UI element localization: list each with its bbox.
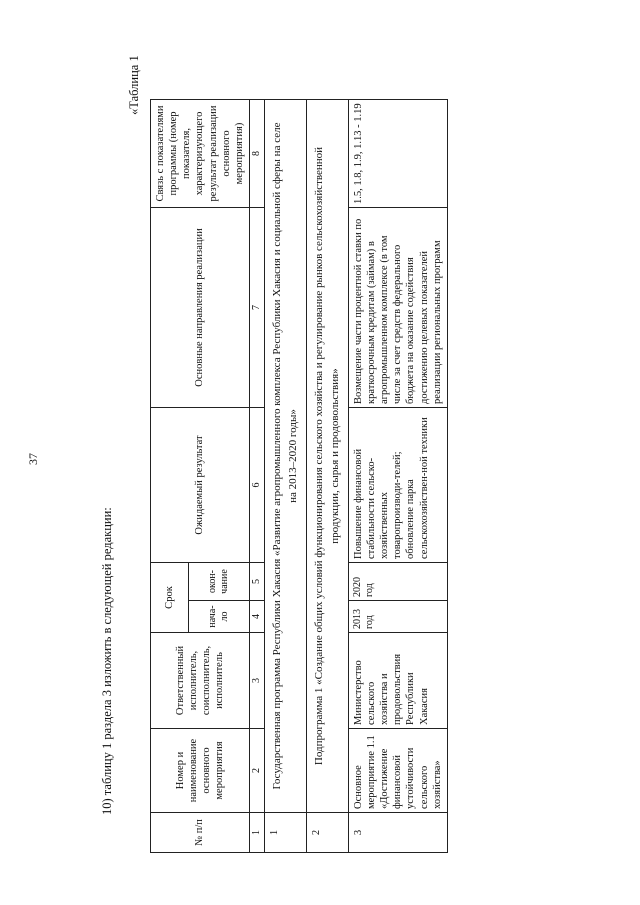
row-responsible: Министерство сельского хозяйства и продовольствия Республики Хакасия bbox=[348, 633, 447, 729]
col-number: 3 bbox=[249, 633, 265, 729]
row-num: 3 bbox=[348, 813, 447, 853]
table-label: «Таблица 1 bbox=[127, 55, 141, 115]
col-number: 5 bbox=[249, 563, 265, 601]
subprogram-title: Подпрограмма 1 «Создание общих условий функционирования сельского хозяйства и регулирование рынков сельскохозяйственной продукции, сырья и продовольствия» bbox=[307, 100, 349, 813]
row-measure-name: Основное мероприятие 1.1 «Достижение финансовой устойчивости сельского хозяйства» bbox=[348, 729, 447, 813]
program-title: Государственная программа Республики Хакасия «Развитие агропромышленного комплекса Республики Хакасия и социальной сферы на селе на 2013–2020 годы» bbox=[265, 100, 307, 813]
row-result: Повышение финансовой стабильности сельско-хозяйственных товаропроизводи-телей; обновление парка сельскохозяйствен-ной техники bbox=[348, 408, 447, 563]
program-row-num: 1 bbox=[265, 813, 307, 853]
program-row bbox=[265, 100, 307, 853]
table-row bbox=[348, 100, 447, 853]
header-num: № п/п bbox=[151, 813, 250, 853]
subprogram-row-num: 2 bbox=[307, 813, 349, 853]
header-result: Ожидаемый результат bbox=[151, 408, 250, 563]
header-term: Срок bbox=[151, 563, 189, 633]
subprogram-row bbox=[307, 100, 349, 853]
col-number: 1 bbox=[249, 813, 265, 853]
header-start: нача-ло bbox=[189, 601, 250, 633]
page-number: 37 bbox=[26, 453, 40, 465]
header-resp: Ответственный исполнитель, соисполнитель, исполнитель bbox=[151, 633, 250, 729]
row-end: 2020 год bbox=[348, 563, 447, 601]
row-directions: Возмещение части процентной ставки по краткосрочным кредитам (займам) в агропромышленном комплексе (в том числе за счет средств федерального бюджета на оказание содействия достижению целевых показателей реализации региональных программ bbox=[348, 208, 447, 408]
column-numbers-row bbox=[249, 100, 265, 853]
header-name: Номер и наименование основного мероприятия bbox=[151, 729, 250, 813]
intro-text: 10) таблицу 1 раздела 3 изложить в следующей редакции: bbox=[100, 507, 114, 815]
row-start: 2013 год bbox=[348, 601, 447, 633]
col-number: 6 bbox=[249, 408, 265, 563]
header-directions: Основные направления реализации bbox=[151, 208, 250, 408]
header-row bbox=[151, 100, 189, 853]
row-link: 1.5, 1.8, 1.9, 1.13 - 1.19 bbox=[348, 100, 447, 208]
col-number: 2 bbox=[249, 729, 265, 813]
col-number: 4 bbox=[249, 601, 265, 633]
col-number: 7 bbox=[249, 208, 265, 408]
header-link: Связь с показателями программы (номер показателя, характеризующего результат реализации основного мероприятия) bbox=[151, 100, 250, 208]
measures-table bbox=[150, 99, 448, 853]
col-number: 8 bbox=[249, 100, 265, 208]
header-end: окон-чание bbox=[189, 563, 250, 601]
